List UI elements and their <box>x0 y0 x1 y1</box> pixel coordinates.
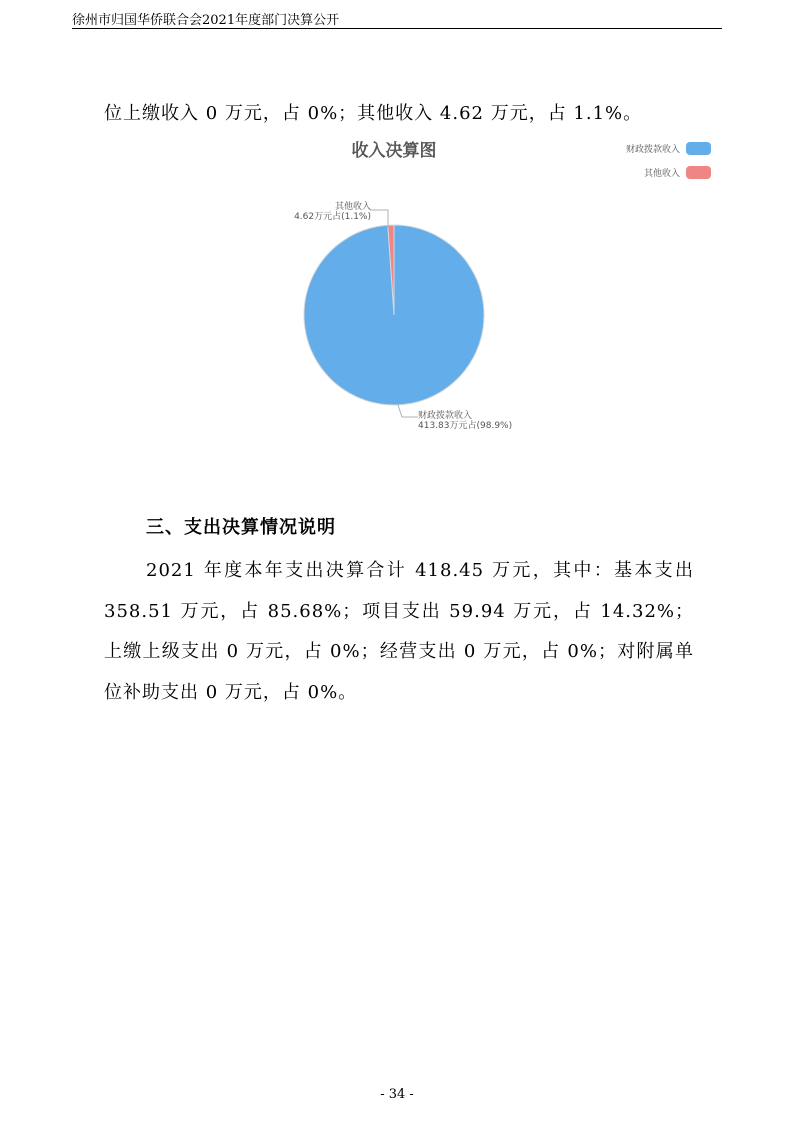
slice-label-name-fiscal: 财政拨款收入 <box>418 411 473 421</box>
document-header: 徐州市归国华侨联合会2021年度部门决算公开 <box>72 13 340 28</box>
legend-label-fiscal: 财政拨款收入 <box>625 145 680 155</box>
chart-legend <box>626 142 711 179</box>
pie-slices <box>304 225 484 405</box>
income-pie-chart <box>280 130 720 460</box>
leader-line-other <box>370 210 388 227</box>
pie-slice-fiscal <box>304 225 484 405</box>
slice-label-value-fiscal: 413.83万元占(98.9%) <box>418 421 513 431</box>
slice-label-name-other: 其他收入 <box>334 202 371 212</box>
legend-swatch-other <box>686 166 711 179</box>
page-number: - 34 - <box>380 1087 414 1102</box>
slice-label-value-other: 4.62万元占(1.1%) <box>294 212 371 222</box>
pie-chart-svg <box>280 130 720 460</box>
income-paragraph-continued: 位上缴收入 0 万元，占 0%；其他收入 4.62 万元，占 1.1%。 <box>104 103 643 124</box>
header-rule <box>72 28 722 29</box>
legend-label-other: 其他收入 <box>643 169 680 179</box>
section-heading-expenditure: 三、支出决算情况说明 <box>146 517 336 538</box>
expenditure-paragraph: 2021 年度本年支出决算合计 418.45 万元，其中：基本支出 358.51 万元，占 85.68%；项目支出 59.94 万元，占 14.32%；上缴上级支出 0 万元，占 0%；经营支出 0 万元，占 0%；对附属单位补助支出 0 万元，占 0%。 <box>104 560 694 703</box>
chart-title: 收入决算图 <box>351 141 437 161</box>
leader-line-fiscal <box>398 405 418 417</box>
legend-swatch-fiscal <box>686 142 711 155</box>
